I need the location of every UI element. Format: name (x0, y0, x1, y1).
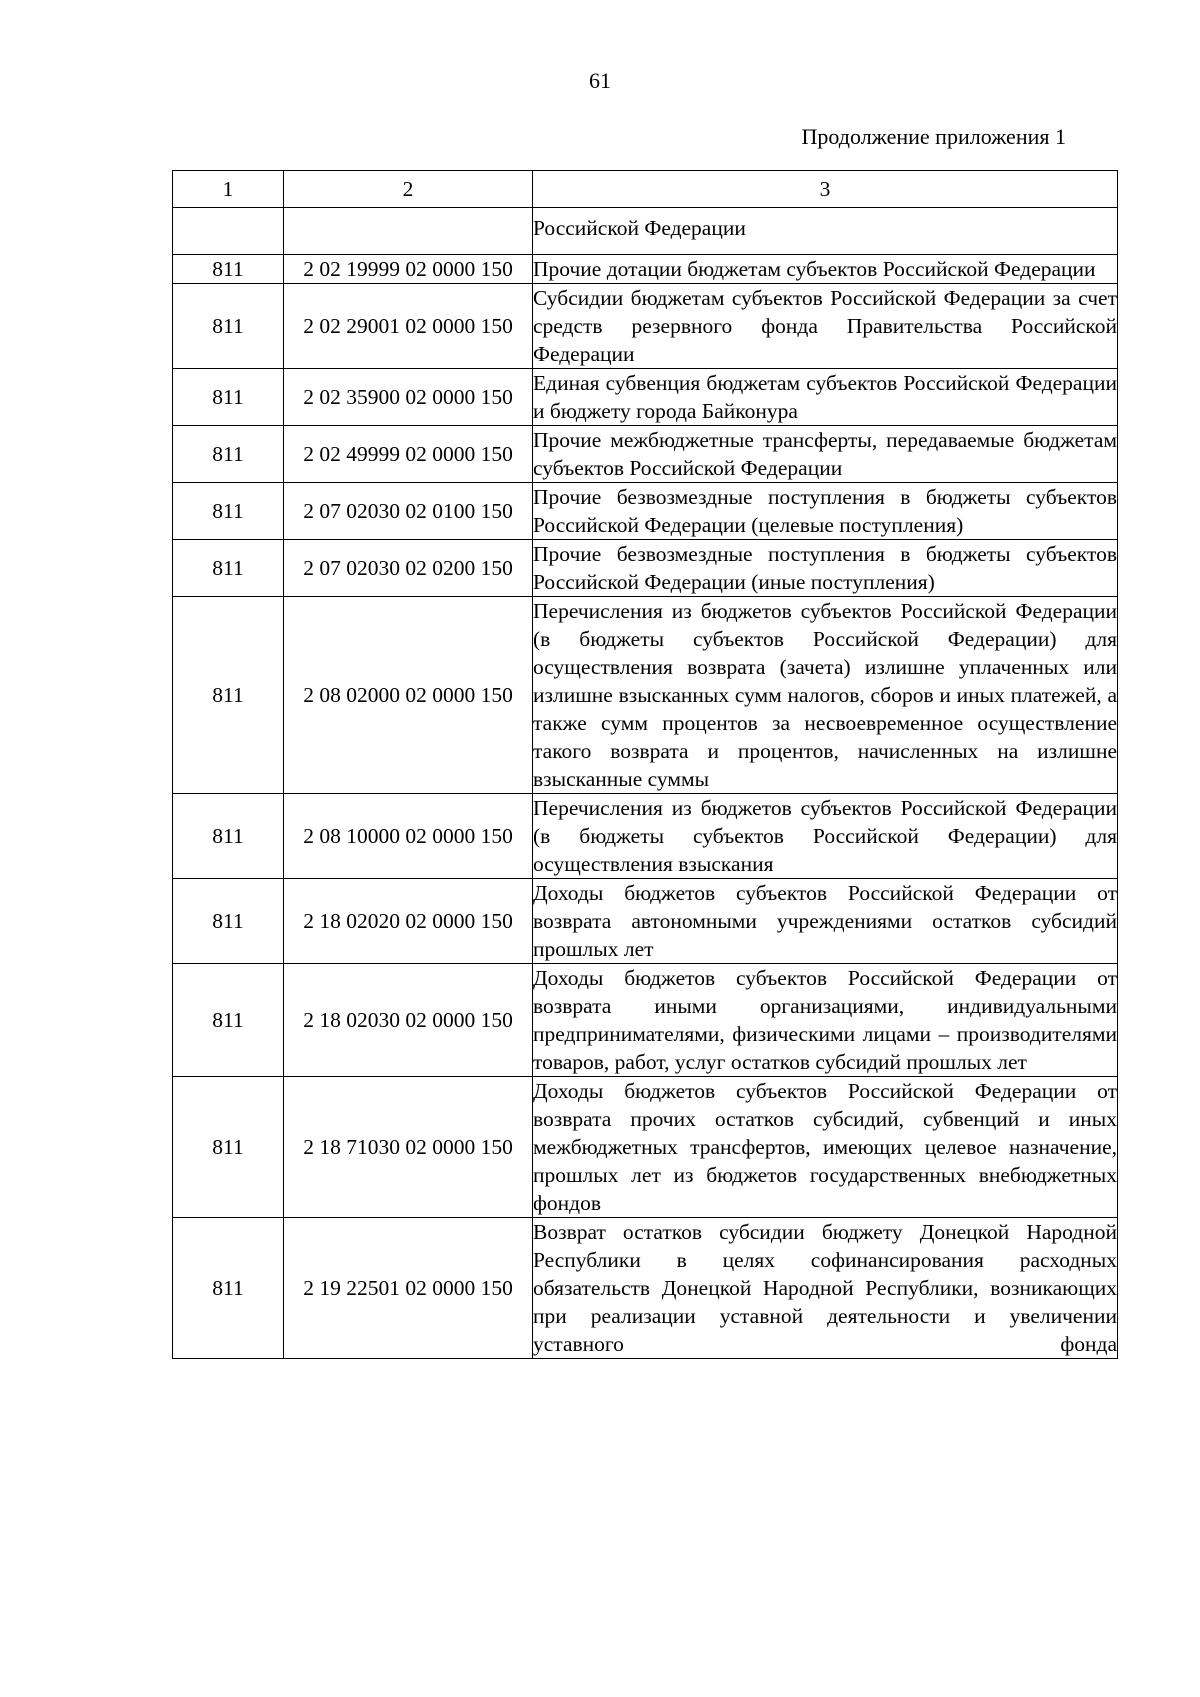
admin-code-cell: 811 (173, 483, 284, 540)
column-header-3: 3 (533, 171, 1118, 208)
admin-code-cell: 811 (173, 255, 284, 284)
admin-code-cell: 811 (173, 879, 284, 964)
admin-code-cell: 811 (173, 284, 284, 369)
appendix-continuation-note: Продолжение приложения 1 (801, 124, 1066, 149)
table-row (173, 540, 1118, 597)
table-row (173, 208, 1118, 255)
admin-code-cell (173, 208, 284, 255)
revenue-code-cell: 2 19 22501 02 0000 150 (284, 1218, 533, 1359)
description-cell: Доходы бюджетов субъектов Российской Федерации от возврата иными организациями, индивидуальными предпринимателями, физическими лицами – производителями товаров, работ, услуг остатков субсидий прошлых лет (533, 964, 1118, 1077)
revenue-code-cell: 2 08 02000 02 0000 150 (284, 597, 533, 794)
table-row (173, 879, 1118, 964)
revenue-code-cell: 2 08 10000 02 0000 150 (284, 794, 533, 879)
revenue-code-cell: 2 18 02020 02 0000 150 (284, 879, 533, 964)
column-header-2: 2 (284, 171, 533, 208)
description-cell: Возврат остатков субсидии бюджету Донецкой Народной Республики в целях софинансирования расходных обязательств Донецкой Народной Республики, возникающих при реализации уставной деятельности и увеличении уставного фонда (533, 1218, 1118, 1359)
page-number: 61 (589, 68, 611, 93)
table-row (173, 255, 1118, 284)
revenue-code-cell: 2 02 19999 02 0000 150 (284, 255, 533, 284)
revenue-code-cell: 2 02 35900 02 0000 150 (284, 369, 533, 426)
description-cell: Перечисления из бюджетов субъектов Российской Федерации (в бюджеты субъектов Российской Федерации) для осуществления возврата (зачета) излишне уплаченных или излишне взысканных сумм налогов, сборов и иных платежей, а также сумм процентов за несвоевременное осуществление такого возврата и процентов, начисленных на излишне взысканные суммы (533, 597, 1118, 794)
description-cell: Субсидии бюджетам субъектов Российской Федерации за счет средств резервного фонда Правительства Российской Федерации (533, 284, 1118, 369)
table-header-row (173, 171, 1118, 208)
admin-code-cell: 811 (173, 1077, 284, 1218)
revenue-code-cell: 2 18 71030 02 0000 150 (284, 1077, 533, 1218)
description-cell: Единая субвенция бюджетам субъектов Российской Федерации и бюджету города Байконура (533, 369, 1118, 426)
revenue-codes-table (172, 170, 1118, 1359)
description-cell: Прочие безвозмездные поступления в бюджеты субъектов Российской Федерации (целевые поступления) (533, 483, 1118, 540)
column-header-1: 1 (173, 171, 284, 208)
admin-code-cell: 811 (173, 794, 284, 879)
table-row (173, 964, 1118, 1077)
revenue-code-cell (284, 208, 533, 255)
description-cell: Прочие дотации бюджетам субъектов Российской Федерации (533, 255, 1118, 284)
description-cell: Российской Федерации (533, 208, 1118, 255)
admin-code-cell: 811 (173, 426, 284, 483)
table-row (173, 1077, 1118, 1218)
table-row (173, 794, 1118, 879)
table-row (173, 1218, 1118, 1359)
revenue-code-cell: 2 02 49999 02 0000 150 (284, 426, 533, 483)
admin-code-cell: 811 (173, 540, 284, 597)
revenue-code-cell: 2 02 29001 02 0000 150 (284, 284, 533, 369)
table-row (173, 597, 1118, 794)
table-row (173, 426, 1118, 483)
admin-code-cell: 811 (173, 369, 284, 426)
table-row (173, 369, 1118, 426)
table-row (173, 483, 1118, 540)
revenue-code-cell: 2 07 02030 02 0100 150 (284, 483, 533, 540)
description-cell: Прочие безвозмездные поступления в бюджеты субъектов Российской Федерации (иные поступления) (533, 540, 1118, 597)
admin-code-cell: 811 (173, 1218, 284, 1359)
revenue-code-cell: 2 18 02030 02 0000 150 (284, 964, 533, 1077)
description-cell: Перечисления из бюджетов субъектов Российской Федерации (в бюджеты субъектов Российской Федерации) для осуществления взыскания (533, 794, 1118, 879)
table-row (173, 284, 1118, 369)
description-cell: Доходы бюджетов субъектов Российской Федерации от возврата прочих остатков субсидий, субвенций и иных межбюджетных трансфертов, имеющих целевое назначение, прошлых лет из бюджетов государственных внебюджетных фондов (533, 1077, 1118, 1218)
description-cell: Прочие межбюджетные трансферты, передаваемые бюджетам субъектов Российской Федерации (533, 426, 1118, 483)
admin-code-cell: 811 (173, 597, 284, 794)
revenue-code-cell: 2 07 02030 02 0200 150 (284, 540, 533, 597)
admin-code-cell: 811 (173, 964, 284, 1077)
description-cell: Доходы бюджетов субъектов Российской Федерации от возврата автономными учреждениями остатков субсидий прошлых лет (533, 879, 1118, 964)
